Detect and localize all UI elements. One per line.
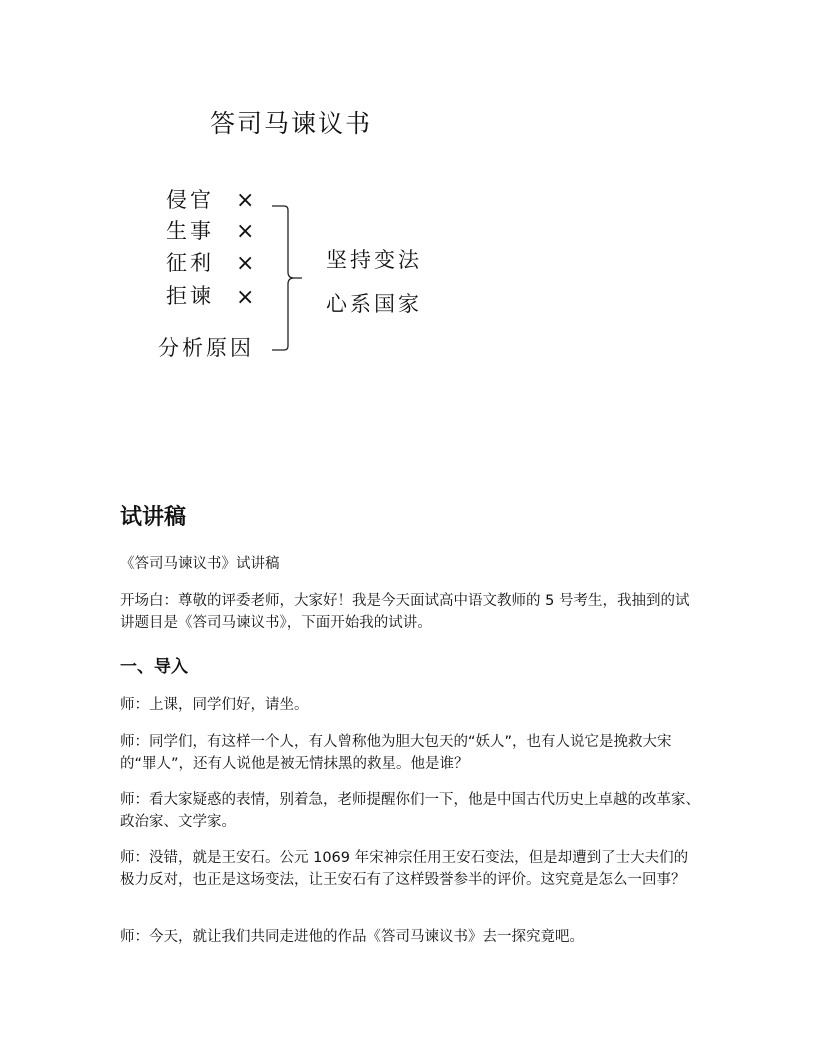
cross-mark: × (236, 188, 255, 213)
conclusion-label: 心系国家 (326, 292, 422, 316)
paragraph: 师：今天，就让我们共同走进他的作品《答司马谏议书》去一探究竟吧。 (120, 929, 584, 945)
board-item-label: 生事 (166, 219, 214, 243)
board-item-label: 征利 (166, 251, 214, 275)
conclusion-label: 坚持变法 (326, 248, 422, 272)
paragraph: 师：没错，就是王安石。公元 1069 年宋神宗任用王安石变法，但是却遭到了士大夫们的极力反对，也正是这场变法，让王安石有了这样毁誉参半的评价。这究竟是怎么一回事？ (120, 850, 689, 888)
paragraph: 师：上课，同学们好，请坐。 (120, 697, 309, 713)
cross-mark: × (236, 251, 255, 276)
cross-mark: × (236, 285, 255, 310)
paragraph: 师：看大家疑惑的表情，别着急，老师提醒你们一下，他是中国古代历史上卓越的改革家、政治家、文学家。 (120, 792, 700, 830)
board-item-label: 侵官 (166, 188, 214, 212)
paragraph: 师：同学们，有这样一个人，有人曾称他为胆大包天的“妖人”，也有人说它是挽救大宋的“罪人”，还有人说他是被无情抹黑的救星。他是谁？ (120, 734, 672, 772)
document-heading: 试讲稿 (120, 505, 187, 530)
board-title: 答司马谏议书 (210, 109, 373, 138)
board-item-label: 拒谏 (166, 284, 214, 308)
cross-mark: × (236, 219, 255, 244)
opening-paragraph: 开场白：尊敬的评委老师，大家好！我是今天面试高中语文教师的 5 号考生，我抽到的试讲题目是《答司马谏议书》，下面开始我的试讲。 (120, 593, 690, 631)
document-subtitle: 《答司马谏议书》试讲稿 (120, 556, 280, 572)
bracket-connector (268, 200, 308, 360)
blackboard-diagram (0, 0, 816, 420)
board-analysis-label: 分析原因 (158, 336, 254, 360)
section-heading: 一、导入 (120, 657, 188, 677)
